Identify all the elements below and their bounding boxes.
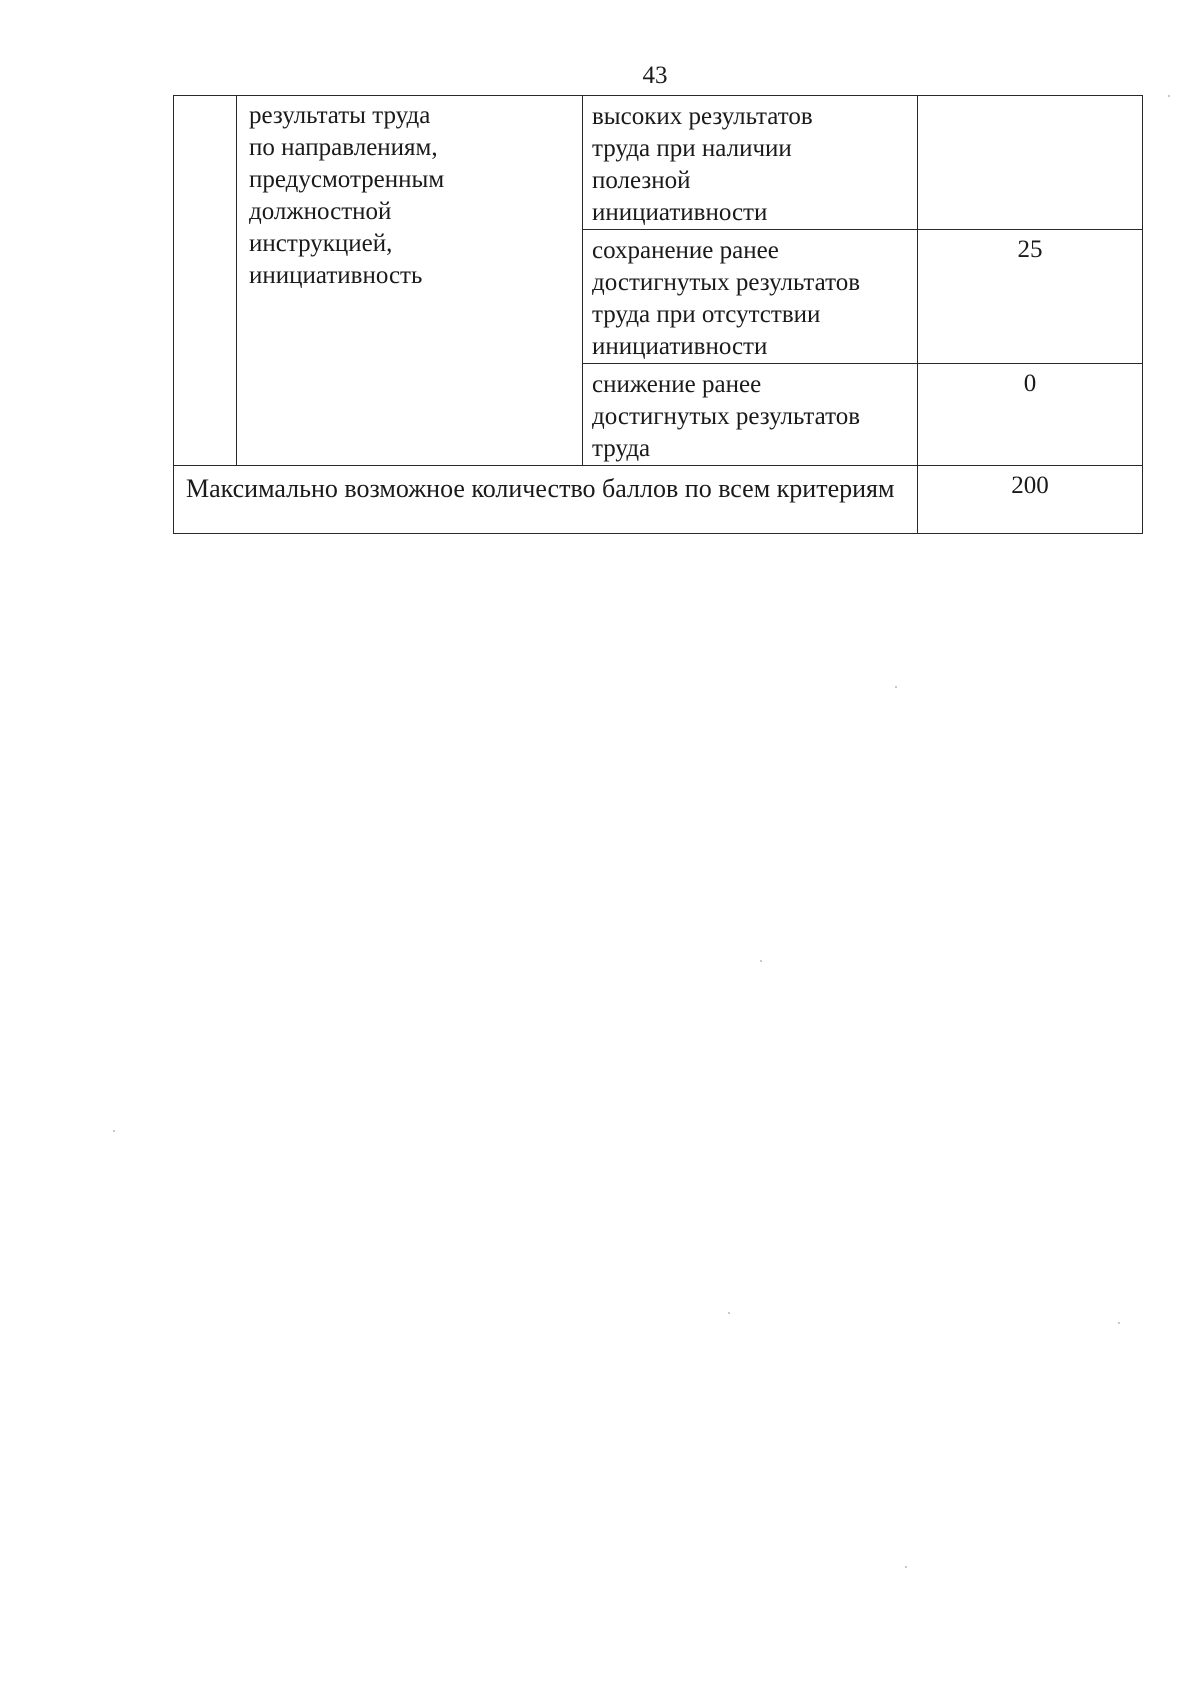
score-cell (918, 230, 1143, 364)
scan-speck (1168, 95, 1170, 97)
table-row (174, 96, 1143, 230)
total-label-cell (174, 466, 918, 534)
condition-text: снижение ранее достигнутых результатов труда (592, 371, 861, 462)
criterion-text: результаты труда по направлениям, предусмотренным должностной инструкцией, инициативность (249, 102, 445, 289)
total-row (174, 466, 1143, 534)
row-number-cell (174, 96, 237, 466)
score-value (918, 96, 1142, 100)
score-value: 25 (1017, 236, 1043, 263)
scan-speck (895, 686, 897, 688)
scan-speck (113, 1130, 115, 1132)
scan-speck (760, 960, 762, 962)
page-number: 43 (642, 62, 668, 89)
scan-speck (1118, 1322, 1120, 1324)
total-score-cell (918, 466, 1143, 534)
total-score: 200 (1011, 472, 1049, 499)
criteria-table (173, 95, 1143, 534)
condition-cell (583, 96, 918, 230)
scan-speck (728, 1312, 730, 1314)
condition-text: высоких результатов труда при наличии полезной инициативности (592, 103, 813, 226)
score-cell (918, 364, 1143, 466)
condition-cell (583, 230, 918, 364)
total-label: Максимально возможное количество баллов по всем критериям (186, 474, 895, 503)
scan-speck (905, 1566, 907, 1568)
criterion-cell (237, 96, 583, 466)
condition-cell (583, 364, 918, 466)
score-value: 0 (1023, 370, 1037, 397)
condition-text: сохранение ранее достигнутых результатов труда при отсутствии инициативности (592, 237, 861, 360)
score-cell (918, 96, 1143, 230)
